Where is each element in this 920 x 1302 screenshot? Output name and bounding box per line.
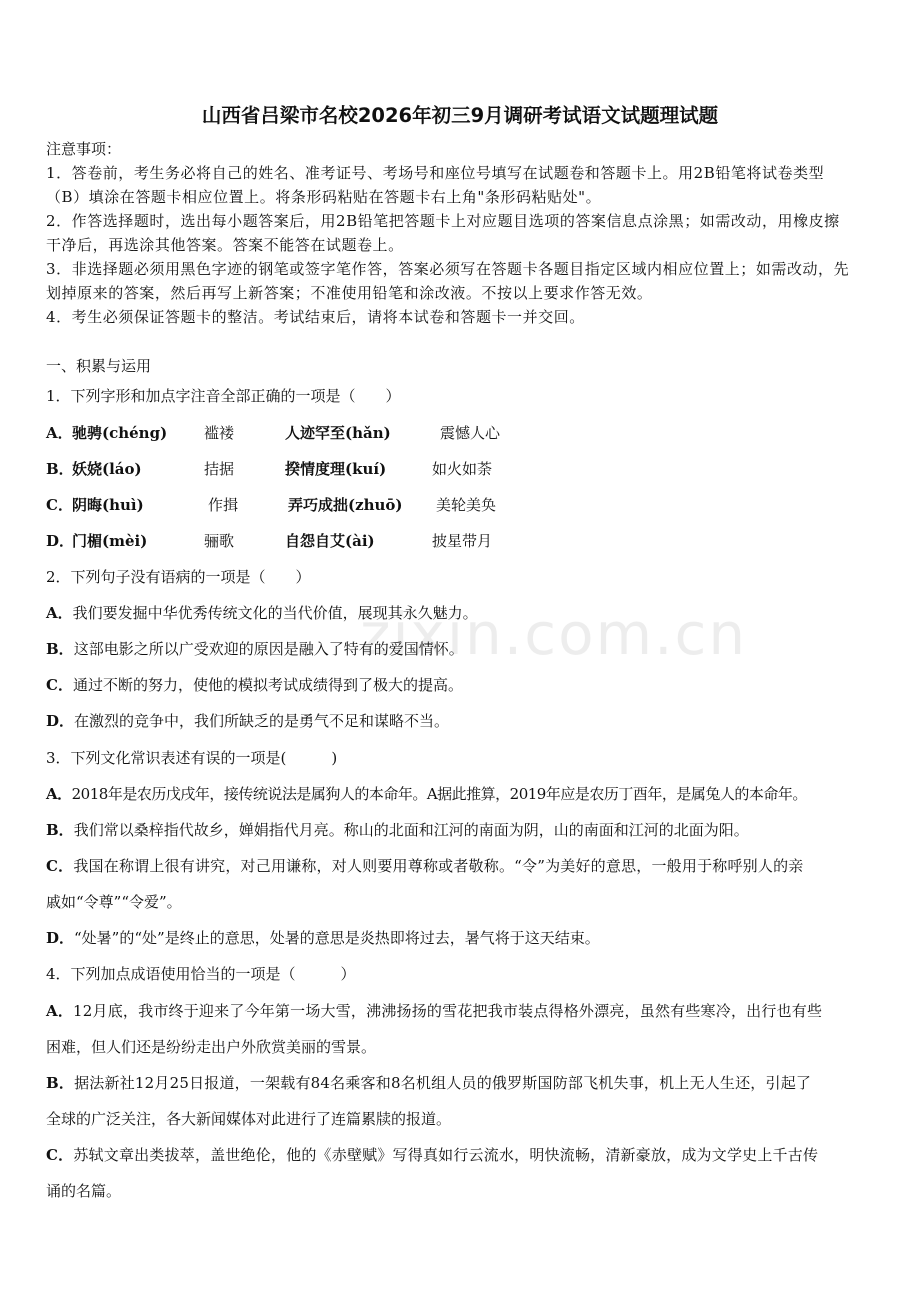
option-word: 阴晦(huì)	[72, 496, 144, 514]
q4-option-c-cont: 诵的名篇。	[46, 1182, 122, 1200]
option-label: B．	[46, 1074, 75, 1092]
option-word: 人迹罕至(hǎn)	[285, 424, 391, 442]
option-label: D．	[46, 712, 75, 730]
option-text: 我们常以桑梓指代故乡，婵娟指代月亮。称山的北面和江河的南面为阴，山的南面和江河的北面为阳。	[73, 821, 749, 839]
option-text: 2018年是农历戊戌年，接传统说法是属狗人的本命年。A据此推算，2019年应是农历丁酉年，是属兔人的本命年。	[71, 785, 807, 803]
option-text: “处暑”的“处”是终止的意思，处暑的意思是炎热即将过去，暑气将于这天结束。	[74, 929, 600, 947]
option-word: 妖娆(láo)	[72, 460, 142, 478]
option-text: 12月底，我市终于迎来了今年第一场大雪，沸沸扬扬的雪花把我市装点得格外漂亮，虽然有些寒冷，出行也有些	[73, 1002, 823, 1020]
option-label: B．	[46, 640, 74, 658]
q3-option-c	[46, 855, 804, 876]
option-text: 据法新社12月25日报道，一架载有84名乘客和8名机组人员的俄罗斯国防部飞机失事，机上无人生还，引起了	[74, 1074, 812, 1092]
option-text: 在激烈的竞争中，我们所缺乏的是勇气不足和谋略不当。	[74, 712, 450, 730]
option-text: 我们要发掘中华优秀传统文化的当代价值，展现其永久魅力。	[72, 604, 478, 622]
option-label: A．	[46, 1002, 74, 1020]
option-label: D．	[46, 532, 75, 550]
option-label: A．	[46, 785, 72, 803]
option-text: 这部电影之所以广受欢迎的原因是融入了特有的爱国情怀。	[73, 640, 464, 658]
q4-option-a	[46, 1000, 822, 1021]
q2-option-a	[46, 602, 478, 623]
option-word: 弄巧成拙(zhuō)	[288, 496, 403, 514]
option-label: C．	[46, 496, 73, 514]
option-label: A．	[46, 424, 73, 442]
question-1-stem: 1．下列字形和加点字注音全部正确的一项是（ ）	[46, 387, 401, 405]
option-label: C．	[46, 676, 73, 694]
option-word: 拮据	[204, 460, 235, 478]
option-word: 骊歌	[204, 532, 235, 550]
watermark: zixin.com.cn	[360, 600, 748, 668]
notice-line: 划掉原来的答案，然后再写上新答案；不准使用铅笔和涂改液。不按以上要求作答无效。	[46, 284, 653, 302]
q2-option-d	[46, 710, 449, 731]
q3-option-d	[46, 927, 600, 948]
q3-option-c-cont: 戚如“令尊”“令爱”。	[46, 893, 182, 911]
q2-option-c	[46, 674, 463, 695]
option-text: 苏轼文章出类拔萃，盖世绝伦，他的《赤壁赋》写得真如行云流水，明快流畅，清新豪放，成为文学史上千古传	[73, 1146, 819, 1164]
q4-option-c	[46, 1144, 818, 1165]
exam-title: 山西省吕梁市名校2026年初三9月调研考试语文试题理试题	[201, 104, 719, 127]
option-word: 震憾人心	[440, 424, 501, 442]
option-word: 如火如荼	[432, 460, 493, 478]
notice-line: 4．考生必须保证答题卡的整洁。考试结束后，请将本试卷和答题卡一并交回。	[46, 308, 585, 326]
option-word: 褴褛	[204, 424, 235, 442]
q4-option-a-cont: 困难，但人们还是纷纷走出户外欣赏美丽的雪景。	[46, 1038, 377, 1056]
q3-option-a	[46, 783, 807, 804]
notice-heading: 注意事项：	[46, 140, 122, 158]
option-word: 揆情度理(kuí)	[285, 460, 387, 478]
option-label: A．	[46, 604, 73, 622]
option-word: 披星带月	[432, 532, 493, 550]
notice-line: （B）填涂在答题卡相应位置上。将条形码粘贴在答题卡右上角"条形码粘贴处"。	[46, 188, 602, 206]
q4-option-b	[46, 1072, 811, 1093]
option-word: 门楣(mèi)	[72, 532, 148, 550]
option-label: C．	[46, 1146, 74, 1164]
question-4-stem: 4．下列加点成语使用恰当的一项是（ ）	[46, 965, 356, 983]
q2-option-b	[46, 638, 464, 659]
option-word: 美轮美奂	[436, 496, 497, 514]
notice-line: 1．答卷前，考生务必将自己的姓名、准考证号、考场号和座位号填写在试题卷和答题卡上。用2B铅笔将试卷类型	[46, 164, 825, 182]
option-label: C．	[46, 857, 74, 875]
option-text: 我国在称谓上很有讲究，对己用谦称，对人则要用尊称或者敬称。“令”为美好的意思，一般用于称呼别人的亲	[73, 857, 804, 875]
notice-line: 干净后，再选涂其他答案。答案不能答在试题卷上。	[46, 236, 404, 254]
q4-option-b-cont: 全球的广泛关注，各大新闻媒体对此进行了连篇累牍的报道。	[46, 1110, 452, 1128]
question-2-stem: 2．下列句子没有语病的一项是（ ）	[46, 568, 311, 586]
option-word: 自怨自艾(ài)	[285, 532, 375, 550]
option-label: B．	[46, 821, 74, 839]
section-heading: 一、积累与运用	[46, 357, 152, 375]
option-label: D．	[46, 929, 75, 947]
notice-line: 2．作答选择题时，选出每小题答案后，用2B铅笔把答题卡上对应题目选项的答案信息点涂黑；如需改动，用橡皮擦	[46, 212, 840, 230]
option-word: 作揖	[208, 496, 239, 514]
option-word: 驰骋(chéng)	[72, 424, 168, 442]
q3-option-b	[46, 819, 749, 840]
question-3-stem: 3．下列文化常识表述有误的一项是( )	[46, 749, 338, 767]
notice-line: 3．非选择题必须用黑色字迹的钢笔或签字笔作答，答案必须写在答题卡各题目指定区域内相应位置上；如需改动，先	[46, 260, 850, 278]
option-label: B．	[46, 460, 74, 478]
option-text: 通过不断的努力，使他的模拟考试成绩得到了极大的提高。	[72, 676, 463, 694]
